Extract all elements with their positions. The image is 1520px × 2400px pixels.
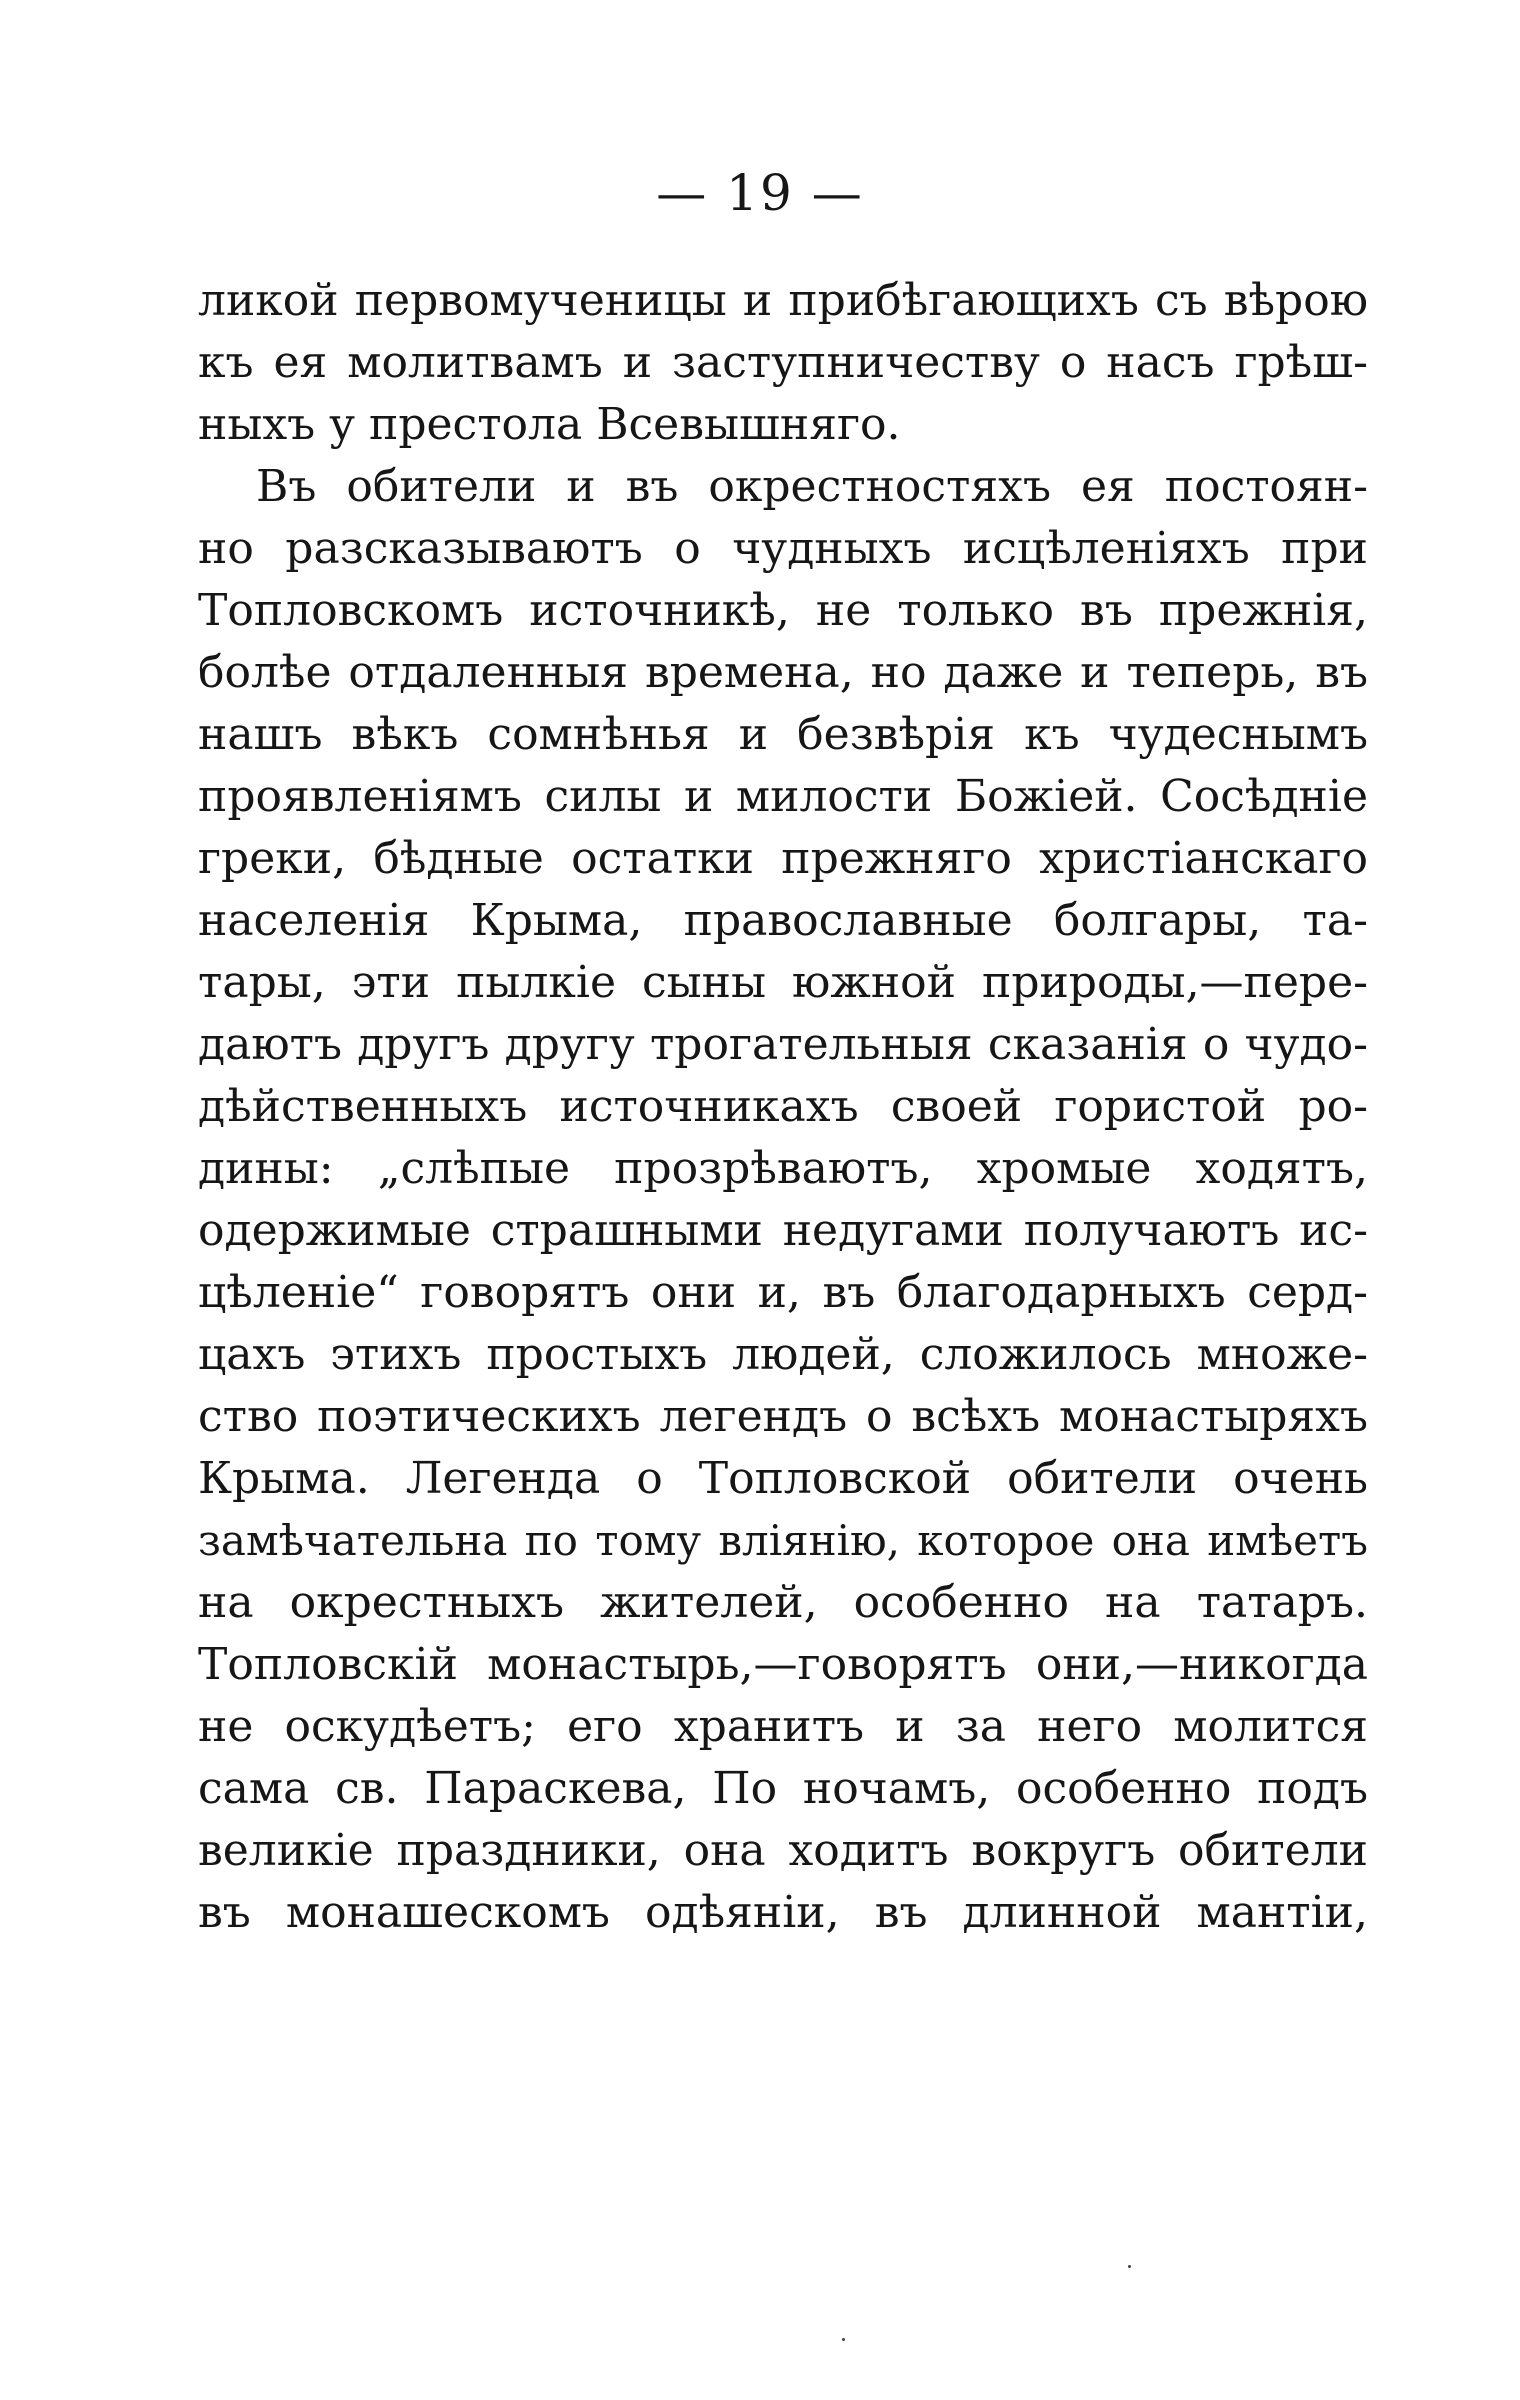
text-line: на окрестныхъ жителей, особенно на татаръ.: [198, 1577, 1368, 1628]
text-line: ликой первомученицы и прибѣгающихъ съ вѣрою: [198, 275, 1368, 326]
text-line: Топловскій монастырь,—говорятъ они,—никогда: [198, 1639, 1368, 1690]
text-line: ныхъ у престола Всевышняго.: [198, 399, 901, 450]
text-line: цахъ этихъ простыхъ людей, сложилось множе-: [198, 1329, 1368, 1380]
print-speck: [842, 2338, 845, 2341]
text-line: дѣйственныхъ источникахъ своей гористой ро-: [198, 1081, 1368, 1132]
text-line: греки, бѣдные остатки прежняго христіанскаго: [198, 833, 1368, 884]
page-number: — 19 —: [656, 164, 864, 222]
text-line: даютъ другъ другу трогательныя сказанія о чудо-: [198, 1019, 1368, 1070]
text-line: сама св. Параскева, По ночамъ, особенно подъ: [198, 1763, 1368, 1814]
text-line: Крыма. Легенда о Топловской обители очень: [198, 1453, 1368, 1504]
print-speck: [1128, 2265, 1131, 2268]
text-line: нашъ вѣкъ сомнѣнья и безвѣрія къ чудеснымъ: [198, 709, 1368, 760]
text-line: населенія Крыма, православные болгары, та-: [198, 895, 1368, 946]
text-line: ство поэтическихъ легендъ о всѣхъ монастыряхъ: [198, 1391, 1368, 1442]
text-line: Въ обители и въ окрестностяхъ ея постоян-: [256, 461, 1368, 512]
text-line: не оскудѣетъ; его хранитъ и за него молится: [198, 1701, 1368, 1752]
text-line: замѣчательна по тому вліянію, которое она имѣетъ: [198, 1516, 1368, 1565]
text-line: одержимые страшными недугами получаютъ ис-: [198, 1205, 1368, 1256]
text-line: проявленіямъ силы и милости Божіей. Сосѣдніе: [198, 771, 1368, 822]
text-line: великіе праздники, она ходитъ вокругъ обители: [198, 1825, 1368, 1876]
text-line: тары, эти пылкіе сыны южной природы,—пере-: [198, 957, 1368, 1008]
text-line: въ монашескомъ одѣяніи, въ длинной мантіи,: [198, 1887, 1368, 1938]
text-line: но разсказываютъ о чудныхъ исцѣленіяхъ при: [198, 523, 1368, 574]
text-line: болѣе отдаленныя времена, но даже и теперь, въ: [198, 647, 1368, 698]
body-text: [198, 270, 1368, 1944]
text-line: дины: „слѣпые прозрѣваютъ, хромые ходятъ,: [198, 1143, 1368, 1194]
text-line: Топловскомъ источникѣ, не только въ прежнія,: [198, 585, 1368, 636]
text-line: цѣленіе“ говорятъ они и, въ благодарныхъ серд-: [198, 1267, 1368, 1318]
text-line: къ ея молитвамъ и заступничеству о насъ грѣш-: [198, 337, 1368, 388]
